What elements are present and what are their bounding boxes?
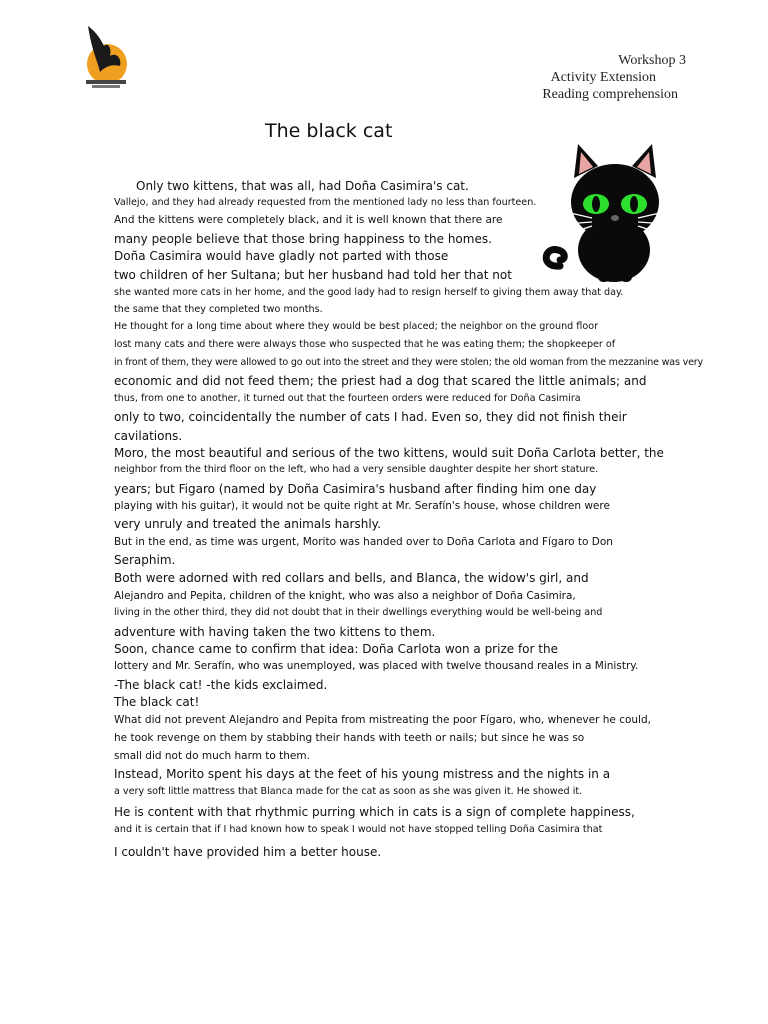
text-line: years; but Figaro (named by Doña Casimira's husband after finding him one day [114, 482, 597, 496]
text-line: And the kittens were completely black, and it is well known that there are [114, 214, 503, 226]
text-line: What did not prevent Alejandro and Pepita from mistreating the poor Fígaro, who, whenever he could, [114, 714, 651, 726]
text-line: adventure with having taken the two kittens to them. [114, 625, 436, 639]
text-line: neighbor from the third floor on the left, who had a very sensible daughter despite her short stature. [114, 464, 599, 475]
text-line: and it is certain that if I had known how to speak I would not have stopped telling Doña Casimira that [114, 824, 603, 835]
text-line: the same that they completed two months. [114, 304, 323, 315]
text-line: small did not do much harm to them. [114, 750, 310, 762]
text-line: He thought for a long time about where they would be best placed; the neighbor on the ground floor [114, 321, 599, 332]
text-line: I couldn't have provided him a better house. [114, 845, 382, 859]
text-line: Instead, Morito spent his days at the feet of his young mistress and the nights in a [114, 767, 611, 781]
text-line: thus, from one to another, it turned out that the fourteen orders were reduced for Doña Casimira [114, 393, 581, 404]
text-line: Doña Casimira would have gladly not parted with those [114, 249, 449, 263]
text-line: two children of her Sultana; but her husband had told her that not [114, 268, 512, 282]
text-line: Only two kittens, that was all, had Doña Casimira's cat. [136, 179, 469, 193]
text-line: lottery and Mr. Serafín, who was unemployed, was placed with twelve thousand reales in a Ministry. [114, 660, 639, 672]
text-line: living in the other third, they did not doubt that in their dwellings everything would be well-being and [114, 607, 603, 618]
text-line: a very soft little mattress that Blanca made for the cat as soon as she was given it. He showed it. [114, 786, 583, 797]
text-line: only to two, coincidentally the number of cats I had. Even so, they did not finish their [114, 410, 627, 424]
text-line: But in the end, as time was urgent, Morito was handed over to Doña Carlota and Fígaro to Don [114, 536, 613, 548]
text-line: Alejandro and Pepita, children of the knight, who was also a neighbor of Doña Casimira, [114, 590, 576, 602]
text-line: in front of them, they were allowed to go out into the street and they were stolen; the old woman from the mezzanine was very [114, 357, 704, 368]
school-logo [82, 22, 130, 90]
text-line: Seraphim. [114, 553, 176, 567]
text-line: very unruly and treated the animals harshly. [114, 517, 381, 531]
text-line: many people believe that those bring happiness to the homes. [114, 232, 492, 246]
text-line: Moro, the most beautiful and serious of the two kittens, would suit Doña Carlota better, the [114, 446, 664, 460]
text-line: he took revenge on them by stabbing their hands with teeth or nails; but since he was so [114, 732, 585, 744]
workshop-label: Workshop 3 [618, 53, 686, 68]
text-line: cavilations. [114, 429, 183, 443]
text-line: He is content with that rhythmic purring which in cats is a sign of complete happiness, [114, 805, 635, 819]
text-line: The black cat! [114, 695, 200, 709]
text-line: Soon, chance came to confirm that idea: Doña Carlota won a prize for the [114, 642, 558, 656]
text-line: playing with his guitar), it would not be quite right at Mr. Serafín's house, whose children were [114, 500, 610, 512]
header-block [542, 52, 686, 103]
black-cat-illustration [540, 138, 670, 283]
text-line: economic and did not feed them; the priest had a dog that scared the little animals; and [114, 374, 647, 388]
text-line: she wanted more cats in her home, and the good lady had to resign herself to giving them away that day. [114, 287, 624, 298]
text-line: Vallejo, and they had already requested from the mentioned lady no less than fourteen. [114, 197, 537, 208]
section-label: Reading comprehension [542, 87, 678, 102]
text-line: -The black cat! -the kids exclaimed. [114, 678, 328, 692]
text-line: Both were adorned with red collars and bells, and Blanca, the widow's girl, and [114, 571, 589, 585]
activity-label: Activity Extension [550, 70, 656, 85]
page-title: The black cat [265, 120, 393, 142]
text-line: lost many cats and there were always those who suspected that he was eating them; the shopkeeper of [114, 339, 616, 350]
